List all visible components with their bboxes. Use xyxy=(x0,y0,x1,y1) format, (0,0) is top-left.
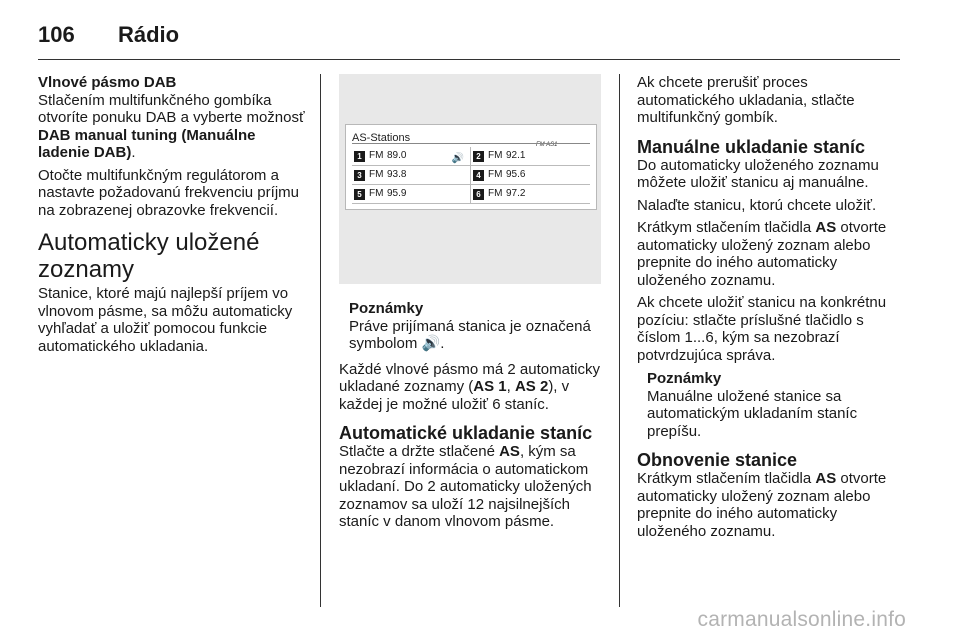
band-label: FM xyxy=(488,150,503,162)
station-preset-6 xyxy=(471,185,590,204)
heading-dab-band: Vlnové pásmo DAB xyxy=(38,74,177,91)
as-button-label: AS xyxy=(815,470,837,487)
column-3 xyxy=(637,74,909,545)
screen-title: AS-Stations xyxy=(352,132,411,144)
band-label: FM xyxy=(369,188,384,200)
station-grid xyxy=(352,147,590,204)
note-text: Manuálne uložené stanice sa automatickým ukladaním staníc prepíšu. xyxy=(647,387,858,440)
note-title: Poznámky xyxy=(647,370,722,387)
frequency: 93.8 xyxy=(387,169,407,181)
text-run: otvorte automaticky uložený zoznam alebo prepnite do iného automaticky uloženého zoznamu. xyxy=(637,219,887,289)
text-run: Krátkym stlačením tlačidla xyxy=(637,470,816,487)
heading-restore-station: Obnovenie stanice xyxy=(637,450,798,470)
text-run: Každé vlnové pásmo má 2 automaticky ukladané zoznamy ( xyxy=(339,360,600,395)
band-label: FM xyxy=(369,150,384,162)
preset-number: 3 xyxy=(354,170,365,181)
frequency: 95.9 xyxy=(387,188,407,200)
text-run: ), v každej je možné uložiť 6 staníc. xyxy=(339,378,570,413)
column-1 xyxy=(38,74,310,360)
as-lists-paragraph xyxy=(339,361,607,414)
as-stations-screen xyxy=(345,124,597,210)
frequency: 92.1 xyxy=(506,150,526,162)
as1-label: AS 1 xyxy=(473,378,507,395)
dab-paragraph-1 xyxy=(38,92,310,162)
header-divider xyxy=(38,59,900,60)
text-run: , kým sa nezobrazí informácia o automatickom ukladaní. Do 2 automaticky uložených zoznamov sa uloží 12 najsilnejších staníc v danom vlnovom pásme. xyxy=(339,443,592,530)
screen-title-rule xyxy=(352,143,590,144)
band-label: FM xyxy=(488,169,503,181)
manual-paragraph-4: Ak chcete uložiť stanicu na konkrétnu pozíciu: stlačte príslušné tlačidlo s číslom 1...6, kým sa nezobrazí potvrdzujúca správa. xyxy=(637,294,887,364)
watermark: carmanualsonline.info xyxy=(697,608,906,631)
text-run: . xyxy=(131,144,136,161)
note-text: Práve prijímaná stanica je označená symbolom 🔊. xyxy=(349,317,591,352)
dab-paragraph-2: Otočte multifunkčným regulátorom a nastavte požadovanú frekvenciu príjmu na zobrazenej obrazovke frekvencií. xyxy=(38,166,299,219)
preset-number: 5 xyxy=(354,189,365,200)
text-run: Stlačením multifunkčného gombíka otvoríte ponuku DAB a vyberte možnosť xyxy=(38,91,305,126)
text-run: Stlačte a držte stlačené xyxy=(339,443,500,460)
station-preset-4 xyxy=(471,166,590,185)
band-label: FM xyxy=(369,169,384,181)
heading-manual-save: Manuálne ukladanie staníc xyxy=(637,136,866,157)
page-number: 106 xyxy=(38,22,75,47)
heading-auto-stored-lists: Automaticky uložené zoznamy xyxy=(38,229,260,283)
preset-number: 2 xyxy=(473,151,484,162)
note-current-station xyxy=(339,300,607,353)
frequency: 89.0 xyxy=(387,150,407,162)
station-preset-2 xyxy=(471,147,590,166)
as2-label: AS 2 xyxy=(514,378,549,395)
column-2 xyxy=(339,74,607,536)
text-run: Krátkym stlačením tlačidla xyxy=(637,219,816,236)
text-run: otvorte automaticky uložený zoznam alebo prepnite do iného automaticky uloženého zoznamu. xyxy=(637,470,887,540)
band-label: FM xyxy=(488,188,503,200)
manual-paragraph-1: Do automaticky uloženého zoznamu môžete uložiť stanicu aj manuálne. xyxy=(637,156,879,191)
note-title: Poznámky xyxy=(349,300,424,317)
as-button-label: AS xyxy=(499,443,520,460)
note-overwrite xyxy=(637,370,909,440)
station-preset-1 xyxy=(352,147,471,166)
preset-number: 4 xyxy=(473,170,484,181)
speaker-icon: 🔊 xyxy=(451,153,464,164)
heading-auto-save: Automatické ukladanie staníc xyxy=(339,423,593,443)
screen-badge: FM AS1 xyxy=(536,142,558,148)
manual-paragraph-2: Nalaďte stanicu, ktorú chcete uložiť. xyxy=(637,196,877,214)
restore-paragraph xyxy=(637,470,909,540)
station-preset-3 xyxy=(352,166,471,185)
frequency: 95.6 xyxy=(506,169,526,181)
manual-paragraph-3 xyxy=(637,219,909,289)
text-run: , xyxy=(506,378,515,395)
auto-lists-paragraph: Stanice, ktoré majú najlepší príjem vo vlnovom pásme, sa môžu automaticky vyhľadať a uložiť pomocou funkcie automatického ukladania. xyxy=(38,285,293,355)
preset-number: 1 xyxy=(354,151,365,162)
preset-number: 6 xyxy=(473,189,484,200)
section-title: Rádio xyxy=(118,22,180,47)
station-preset-5 xyxy=(352,185,471,204)
as-stations-figure xyxy=(339,74,601,284)
interrupt-paragraph: Ak chcete prerušiť proces automatického ukladania, stlačte multifunkčný gombík. xyxy=(637,74,855,126)
page-header xyxy=(38,18,179,52)
auto-save-paragraph xyxy=(339,443,607,531)
frequency: 97.2 xyxy=(506,188,526,200)
column-divider-2 xyxy=(619,74,620,607)
menu-option-dab-manual-tuning: DAB manual tuning (Manuálne ladenie DAB) xyxy=(38,126,256,161)
column-divider-1 xyxy=(320,74,321,607)
as-button-label: AS xyxy=(815,219,837,236)
